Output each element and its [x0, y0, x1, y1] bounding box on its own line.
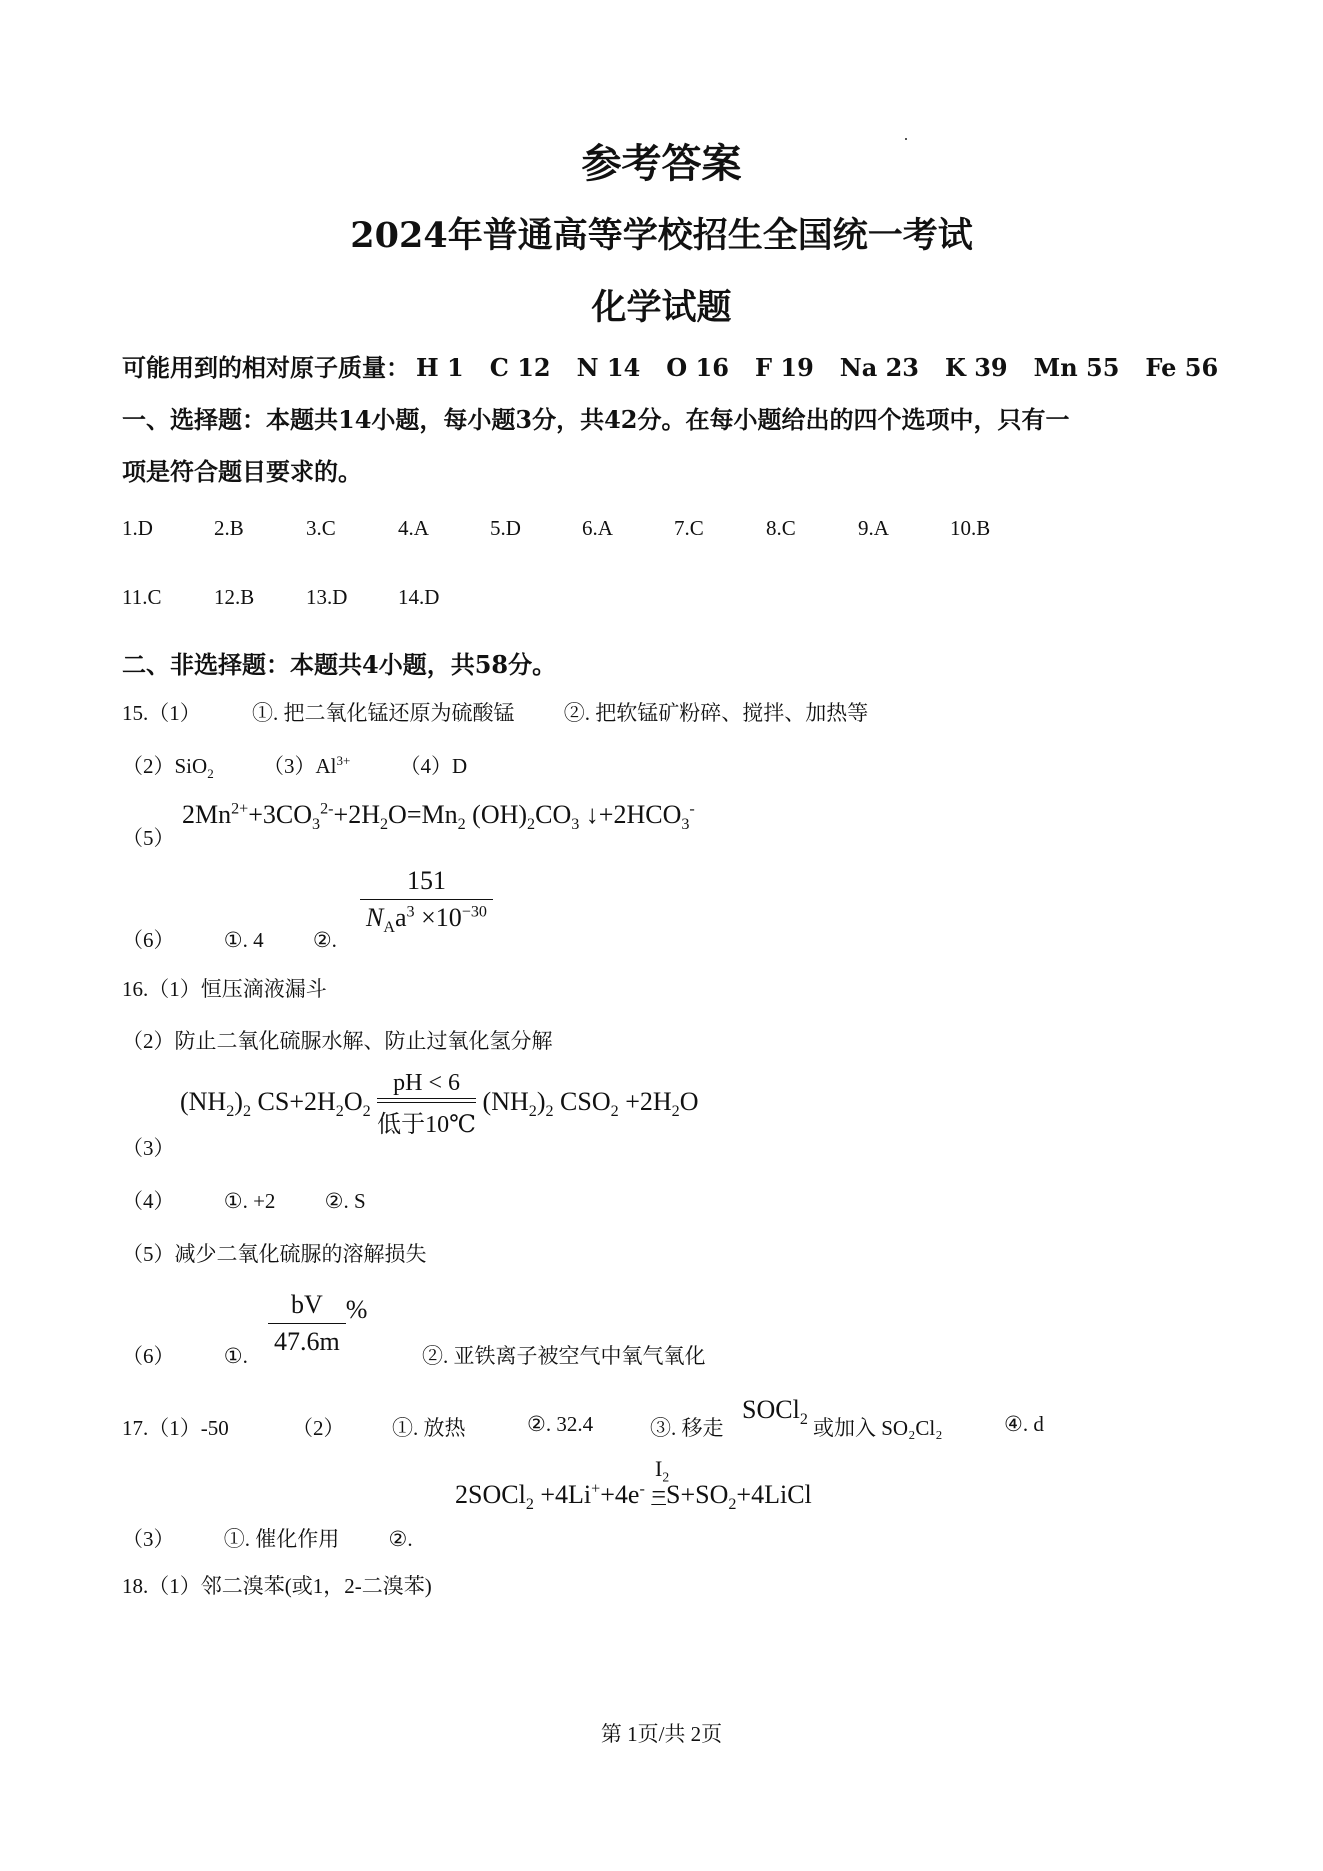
q17-1: 17.（1）-50 [122, 1416, 229, 1440]
q16-4-label: （4） [122, 1189, 175, 1213]
q17-3-label: （3） [122, 1527, 175, 1551]
q15-parts-2-4 [122, 750, 467, 782]
q17-2d: ④. d [1004, 1412, 1044, 1436]
q17-2-label: （2） [292, 1416, 345, 1440]
q15-1b: ②. 把软锰矿粉碎、搅拌、加热等 [563, 701, 869, 725]
q16-6a: ①. [223, 1344, 248, 1368]
section1-line2: 项是符合题目要求的。 [122, 457, 362, 486]
q15-part1 [122, 697, 868, 727]
atomic-mass-item: Fe 56 [1145, 353, 1219, 382]
q16-6b: ②. 亚铁离子被空气中氧气氧化 [422, 1344, 706, 1368]
answer-item: 5.D [490, 516, 521, 540]
q15-2: （2）SiO$_2$ [122, 754, 214, 782]
atomic-mass-item: Na 23 [839, 353, 920, 382]
q16-4a: ①. +2 [223, 1189, 276, 1213]
q15-label: 15.（1） [122, 701, 201, 725]
atomic-mass-line [122, 348, 1244, 383]
section2-heading: 二、非选择题：本题共4小题，共58分。 [122, 650, 557, 679]
answer-item: 14.D [398, 585, 440, 609]
q16-4 [122, 1185, 366, 1215]
q16-6-label: （6） [122, 1344, 175, 1368]
q15-1a: ①. 把二氧化锰还原为硫酸锰 [252, 701, 515, 725]
q15-frac-num: 151 [406, 866, 446, 895]
q15-6 [122, 924, 337, 954]
answers-row-1 [122, 516, 1042, 541]
q17-2c: ③. 移走 [650, 1416, 724, 1440]
atomic-mass-item: C 12 [489, 353, 551, 382]
subject-title: 化学试题 [591, 287, 732, 328]
q17-2b: ②. 32.4 [527, 1412, 594, 1436]
atomic-mass-items [416, 353, 1244, 382]
atomic-mass-item: K 39 [945, 353, 1008, 382]
q15-6a: ①. 4 [223, 928, 264, 952]
q17-3b: ②. [388, 1527, 413, 1551]
answer-item: 3.C [306, 516, 336, 540]
q15-frac-den: $N_Aa^3 \times 10^{-30}$ [360, 899, 493, 937]
q16-cond-bottom: 低于10℃ [377, 1112, 477, 1138]
answer-item: 10.B [950, 516, 991, 540]
answer-item: 6.A [582, 516, 613, 540]
q17-2c-after: 或加入 SO₂Cl₂ [813, 1416, 943, 1440]
q15-5-equation: $2Mn^{2+}+3CO_3^{2-}+2H_2O=Mn_2$ $(OH)_2CO_3$ $↓+2HCO_3^-$ [182, 800, 695, 834]
q16-3-label: （3） [122, 1136, 175, 1160]
exam-title: 2024年普通高等学校招生全国统一考试 [350, 215, 973, 256]
answer-item: 2.B [214, 516, 244, 540]
atomic-mass-item: F 19 [754, 353, 814, 382]
q15-3: $(3)Al^{3+}$ [262, 753, 351, 778]
q15-4: （4）D [399, 754, 468, 778]
q15-5-label: （5） [122, 826, 175, 850]
q16-3-equation: $(NH_2)_2$ $CS+2H_2O_2$ pH < 6 低于10℃ $(NH_2)_2$ $CSO_2 +2H_2O$ [180, 1070, 699, 1138]
answer-item: 13.D [306, 585, 348, 609]
atomic-mass-item: H 1 [416, 353, 464, 382]
q16-percent: % [345, 1294, 368, 1324]
doc-title: 参考答案 [581, 140, 742, 187]
q16-1: 16.（1）恒压滴液漏斗 [122, 977, 327, 1001]
answer-item: 7.C [674, 516, 704, 540]
answer-item: 9.A [858, 516, 889, 540]
q15-6b: ②. [312, 928, 337, 952]
q16-cond-top: pH < 6 [393, 1070, 461, 1096]
q15-6-label: （6） [122, 928, 175, 952]
q17-3a: ①. 催化作用 [223, 1527, 340, 1551]
answer-item: 4.A [398, 516, 429, 540]
q17-socl2: SOCl$_2$ [742, 1395, 808, 1429]
page-footer: 第 1页/共 2页 [600, 1722, 723, 1746]
q16-2: （2）防止二氧化硫脲水解、防止过氧化氢分解 [122, 1029, 553, 1053]
answers-row-2 [122, 585, 490, 610]
q16-6 [122, 1340, 248, 1370]
q15-6-fraction [360, 866, 493, 937]
answer-item: 8.C [766, 516, 796, 540]
atomic-mass-item: O 16 [666, 353, 729, 382]
atomic-mass-item: N 14 [576, 353, 641, 382]
q18-1: 18.（1）邻二溴苯(或1，2-二溴苯) [122, 1574, 432, 1598]
q17-2a: ①. 放热 [392, 1416, 466, 1440]
section1-line1: 一、选择题：本题共14小题，每小题3分，共42分。在每小题给出的四个选项中，只有一 [122, 405, 1070, 434]
atomic-mass-label: 可能用到的相对原子质量： [122, 353, 410, 382]
q16-5: （5）减少二氧化硫脲的溶解损失 [122, 1242, 427, 1266]
q16-frac-num: bV [290, 1290, 323, 1319]
q17-3-equation: $I_2$ 2SOCl$_2$ $+4Li^++4e^- =S+SO_2+4LiCl$ [455, 1456, 812, 1514]
q16-frac-den: 47.6m [268, 1323, 346, 1357]
atomic-mass-item: Mn 55 [1033, 353, 1120, 382]
answer-item: 12.B [214, 585, 255, 609]
q16-4b: ②. S [324, 1189, 366, 1213]
answer-item: 1.D [122, 516, 153, 540]
q17-3 [122, 1523, 413, 1553]
answer-item: 11.C [122, 585, 162, 609]
q16-6-fraction [268, 1290, 367, 1357]
